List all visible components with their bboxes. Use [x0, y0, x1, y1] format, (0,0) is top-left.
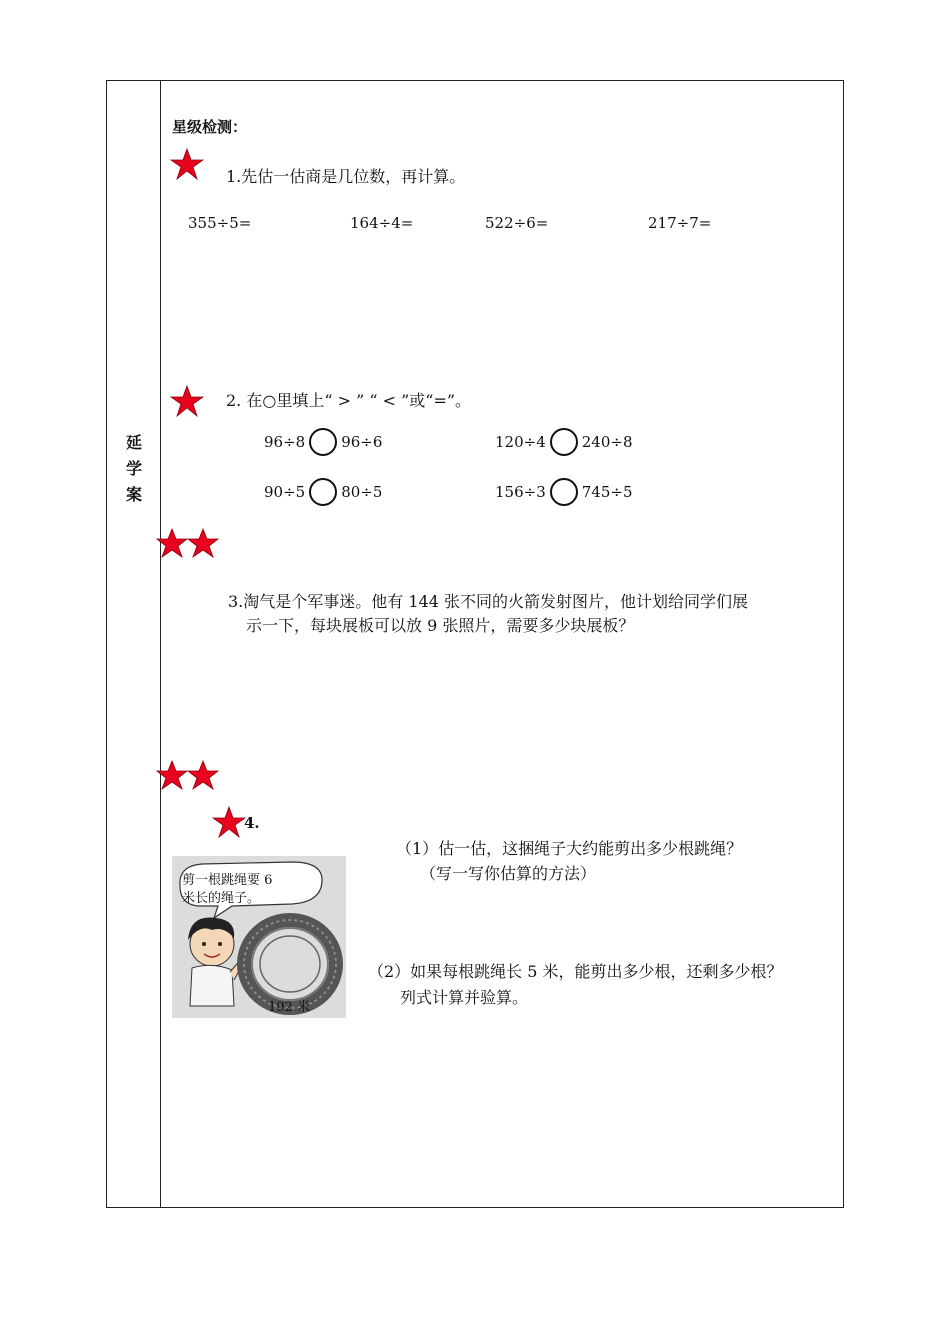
compare-item	[495, 478, 633, 506]
question-4-part2: （2）如果每根跳绳长 5 米，能剪出多少根，还剩多少根？	[368, 962, 783, 981]
compare-left: 96÷8	[264, 433, 306, 451]
answer-circle-icon[interactable]	[309, 478, 337, 506]
answer-circle-icon[interactable]	[550, 478, 578, 506]
question-4-part1-hint: （写一写你估算的方法）	[420, 864, 597, 883]
side-label-char: 案	[125, 485, 142, 504]
column-divider	[160, 80, 161, 1208]
q1-expression: 522÷6=	[485, 214, 549, 232]
compare-right: 96÷6	[341, 433, 383, 451]
q1-expression: 217÷7=	[648, 214, 712, 232]
two-star-icon	[156, 528, 220, 558]
compare-right: 80÷5	[341, 483, 383, 501]
page-frame	[106, 80, 844, 1208]
compare-item	[264, 428, 382, 456]
q1-expression: 164÷4=	[350, 214, 414, 232]
bubble-line: 剪一根跳绳要 6	[182, 873, 273, 888]
question-2-text: 2. 在○里填上“ > ” “ < ”或“=”。	[226, 391, 472, 410]
question-4-number: 4.	[244, 814, 260, 832]
side-label	[110, 430, 158, 508]
two-star-icon	[156, 760, 220, 790]
q1-expression: 355÷5=	[188, 214, 252, 232]
side-label-char: 学	[125, 459, 142, 478]
side-label-char: 延	[125, 433, 142, 452]
question-4-part1: （1）估一估，这捆绳子大约能剪出多少根跳绳？	[396, 839, 743, 858]
compare-left: 156÷3	[495, 483, 546, 501]
compare-item	[495, 428, 633, 456]
compare-left: 90÷5	[264, 483, 306, 501]
compare-item	[264, 478, 382, 506]
star-icon	[212, 806, 246, 838]
answer-circle-icon[interactable]	[550, 428, 578, 456]
compare-left: 120÷4	[495, 433, 546, 451]
compare-right: 745÷5	[581, 483, 633, 501]
question-4-part2-hint: 列式计算并验算。	[400, 988, 529, 1007]
rope-length-label: 192 米	[268, 1000, 310, 1015]
answer-circle-icon[interactable]	[309, 428, 337, 456]
question-3-line2: 示一下，每块展板可以放 9 张照片，需要多少块展板？	[246, 616, 635, 635]
speech-bubble-text	[182, 872, 272, 908]
compare-right: 240÷8	[581, 433, 633, 451]
section-heading: 星级检测：	[172, 118, 248, 136]
star-icon	[170, 385, 204, 417]
star-icon	[170, 148, 204, 180]
question-3-line1: 3.淘气是个军事迷。他有 144 张不同的火箭发射图片，他计划给同学们展	[228, 592, 748, 611]
bubble-line: 米长的绳子。	[182, 891, 261, 906]
question-1-text: 1.先估一估商是几位数，再计算。	[226, 167, 466, 186]
